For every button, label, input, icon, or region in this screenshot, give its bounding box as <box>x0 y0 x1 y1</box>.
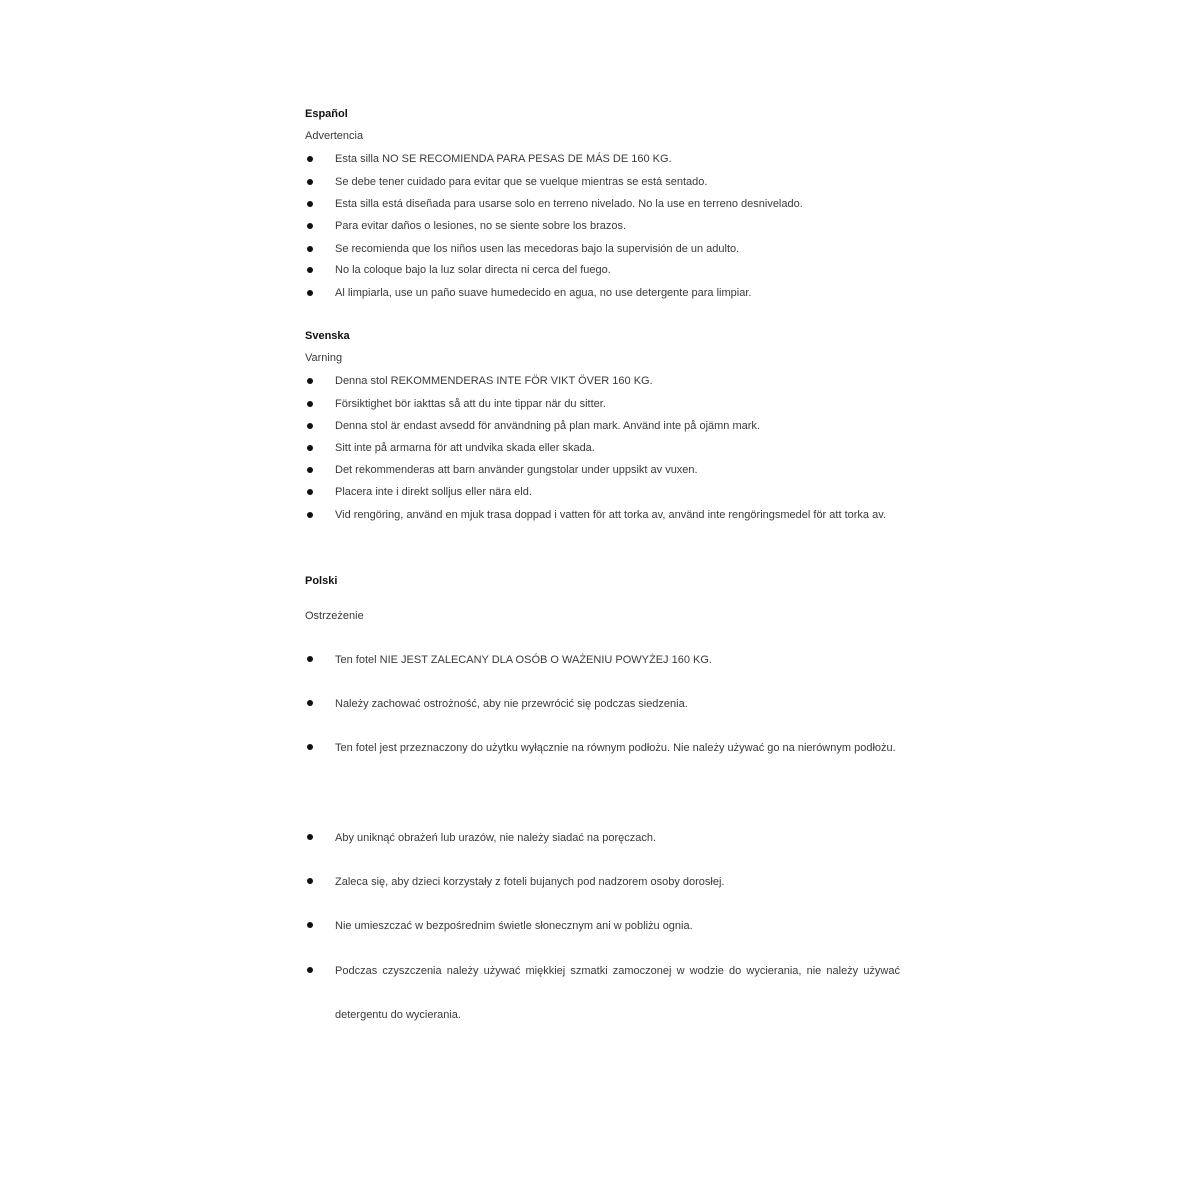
list-item-text: Esta silla está diseñada para usarse solo en terreno nivelado. No la use en terreno desnivelado. <box>335 198 803 210</box>
bullet-icon <box>307 156 313 162</box>
list-item <box>305 459 900 481</box>
bullet-icon <box>307 378 313 384</box>
list-item-text: Försiktighet bör iakttas så att du inte tippar när du sitter. <box>335 398 606 410</box>
section-title: Svenska <box>305 330 350 342</box>
list-item-text: Ten fotel NIE JEST ZALECANY DLA OSÓB O WAŻENIU POWYŻEJ 160 KG. <box>335 654 712 666</box>
bullet-icon <box>307 700 313 706</box>
list-item <box>305 816 900 860</box>
list-item-text: Ten fotel jest przeznaczony do użytku wyłącznie na równym podłożu. Nie należy używać go na nierównym podłożu. <box>335 742 896 754</box>
section-subtitle: Ostrzeżenie <box>305 610 364 622</box>
bullet-icon <box>307 201 313 207</box>
bullet-icon <box>307 246 313 252</box>
bullet-icon <box>307 290 313 296</box>
list-item <box>305 904 900 948</box>
list-item <box>305 860 900 904</box>
list-item <box>305 259 900 281</box>
bullet-icon <box>307 445 313 451</box>
bullet-icon <box>307 834 313 840</box>
section-subtitle: Advertencia <box>305 130 364 142</box>
list-item-text: Se debe tener cuidado para evitar que se vuelque mientras se está sentado. <box>335 176 708 188</box>
list-item <box>305 282 900 304</box>
list-item <box>305 238 900 260</box>
section-subtitle: Varning <box>305 352 343 364</box>
list-item <box>305 481 900 503</box>
bullet-icon <box>307 423 313 429</box>
list-item-text: Zaleca się, aby dzieci korzystały z foteli bujanych pod nadzorem osoby dorosłej. <box>335 876 725 888</box>
bullet-icon <box>307 401 313 407</box>
list-item-text: Podczas czyszczenia należy używać miękkiej szmatki zamoczonej w wodzie do wycierania, nie należy używać detergentu do wycierania. <box>335 965 900 1021</box>
bullet-icon <box>307 467 313 473</box>
list-item <box>305 638 900 682</box>
list-item-text: No la coloque bajo la luz solar directa ni cerca del fuego. <box>335 264 611 276</box>
bullet-icon <box>307 267 313 273</box>
bullet-icon <box>307 489 313 495</box>
section-title: Polski <box>305 575 338 587</box>
list-item-text: Det rekommenderas att barn använder gungstolar under uppsikt av vuxen. <box>335 464 698 476</box>
list-item-text: Denna stol är endast avsedd för användning på plan mark. Använd inte på ojämn mark. <box>335 420 760 432</box>
list-item-text: Należy zachować ostrożność, aby nie przewrócić się podczas siedzenia. <box>335 698 688 710</box>
list-item-text: Nie umieszczać w bezpośrednim świetle słonecznym ani w pobliżu ognia. <box>335 920 693 932</box>
list-item-text: Placera inte i direkt solljus eller nära eld. <box>335 486 532 498</box>
list-item-text: Sitt inte på armarna för att undvika skada eller skada. <box>335 442 595 454</box>
bullet-icon <box>307 878 313 884</box>
list-item <box>305 171 900 193</box>
list-item-text: Vid rengöring, använd en mjuk trasa doppad i vatten för att torka av, använd inte rengöringsmedel för att torka av. <box>335 509 886 521</box>
list-item <box>305 726 900 770</box>
list-item-text: Denna stol REKOMMENDERAS INTE FÖR VIKT ÖVER 160 KG. <box>335 375 653 387</box>
list-item <box>305 504 900 526</box>
list-item <box>305 148 900 170</box>
list-item <box>305 437 900 459</box>
bullet-icon <box>307 512 313 518</box>
section-title: Español <box>305 108 348 120</box>
list-item <box>305 370 900 392</box>
list-item-text: Esta silla NO SE RECOMIENDA PARA PESAS DE MÁS DE 160 KG. <box>335 153 672 165</box>
bullet-icon <box>307 223 313 229</box>
list-item <box>305 949 900 1037</box>
bullet-icon <box>307 922 313 928</box>
document-page <box>305 0 900 1200</box>
bullet-icon <box>307 744 313 750</box>
list-item-text: Se recomienda que los niños usen las mecedoras bajo la supervisión de un adulto. <box>335 243 740 255</box>
list-item-text: Para evitar daños o lesiones, no se siente sobre los brazos. <box>335 220 627 232</box>
list-item <box>305 215 900 237</box>
list-item <box>305 682 900 726</box>
bullet-icon <box>307 656 313 662</box>
list-item <box>305 393 900 415</box>
list-item <box>305 193 900 215</box>
bullet-icon <box>307 179 313 185</box>
list-item-text: Al limpiarla, use un paño suave humedecido en agua, no use detergente para limpiar. <box>335 287 752 299</box>
list-item-text: Aby uniknąć obrażeń lub urazów, nie należy siadać na poręczach. <box>335 832 657 844</box>
list-item <box>305 415 900 437</box>
bullet-icon <box>307 967 313 973</box>
